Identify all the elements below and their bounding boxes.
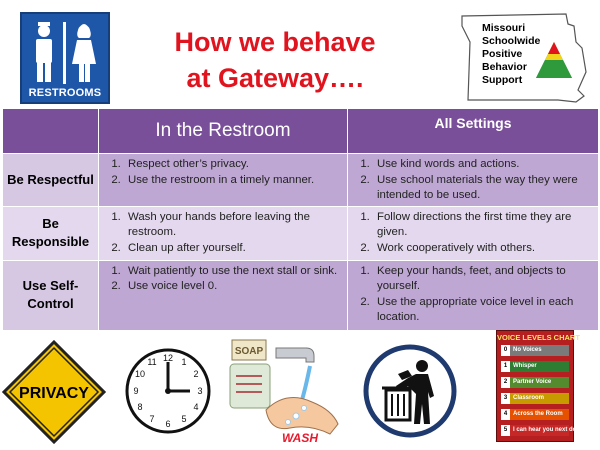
voice-level-row — [501, 377, 569, 388]
soap-label: SOAP — [234, 346, 264, 357]
svg-text:12: 12 — [162, 353, 174, 363]
voice-levels-chart — [496, 330, 583, 442]
svg-text:10: 10 — [134, 369, 146, 379]
restroom-cell — [99, 154, 348, 207]
all-settings-cell — [348, 260, 599, 330]
list-item: 1. Follow directions the first time they are given. — [373, 210, 594, 241]
voice-level-number: 0 — [501, 345, 510, 356]
voice-level-number: 5 — [501, 425, 510, 436]
svg-text:3: 3 — [197, 386, 203, 396]
svg-text:6: 6 — [165, 419, 171, 429]
restroom-sign-label: RESTROOMS — [28, 87, 102, 99]
svg-text:7: 7 — [149, 414, 155, 424]
restroom-cell — [99, 206, 348, 260]
voice-chart-title: VOICE LEVELS CHART — [497, 333, 580, 342]
restroom-sign-image — [20, 12, 110, 104]
logo-line: Positive — [482, 48, 523, 60]
list-item: 1. Respect other’s privacy. — [124, 157, 343, 173]
msbs-logo — [458, 12, 590, 104]
voice-level-text: No Voices — [513, 347, 542, 353]
list-item: 2. Clean up after yourself. — [124, 241, 343, 257]
voice-level-number: 1 — [501, 361, 510, 372]
svg-text:5: 5 — [181, 414, 187, 424]
privacy-sign-image — [2, 340, 106, 444]
matrix-row-responsible — [3, 206, 599, 260]
all-settings-cell — [348, 206, 599, 260]
logo-line: Schoolwide — [482, 35, 541, 47]
voice-level-text: Across the Room — [513, 411, 563, 417]
voice-level-number: 3 — [501, 393, 510, 404]
voice-level-row — [501, 409, 569, 420]
column-header-restroom: In the Restroom — [99, 109, 348, 154]
voice-level-text: Classroom — [513, 395, 545, 401]
list-item: 2. Use voice level 0. — [124, 279, 343, 295]
voice-level-row — [501, 393, 569, 404]
logo-line: Support — [482, 74, 523, 86]
list-item: 2. Use school materials the way they were intended to be used. — [373, 173, 594, 204]
row-label: Be Responsible — [3, 206, 99, 260]
msbs-logo-text — [482, 22, 540, 87]
matrix-row-respectful — [3, 154, 599, 207]
list-item: 1. Keep your hands, feet, and objects to yourself. — [373, 264, 594, 295]
svg-text:4: 4 — [193, 402, 199, 412]
privacy-sign-label: PRIVACY — [19, 385, 89, 402]
voice-level-row — [501, 425, 583, 436]
voice-level-row — [501, 361, 569, 372]
restroom-cell — [99, 260, 348, 330]
list-item: 2. Use the appropriate voice level in each location. — [373, 295, 594, 326]
column-header-all-settings: All Settings — [348, 109, 599, 154]
voice-level-number: 4 — [501, 409, 510, 420]
matrix-corner-cell — [3, 109, 99, 154]
svg-text:8: 8 — [137, 402, 143, 412]
logo-line: Missouri — [482, 22, 526, 34]
list-item: 1. Use kind words and actions. — [373, 157, 594, 173]
svg-text:9: 9 — [133, 386, 139, 396]
voice-level-row — [501, 345, 569, 356]
voice-level-text: Partner Voice — [513, 379, 552, 385]
list-item: 2. Work cooperatively with others. — [373, 241, 594, 257]
all-settings-cell — [348, 154, 599, 207]
voice-level-text: I can hear you next door — [513, 427, 583, 433]
voice-level-number: 2 — [501, 377, 510, 388]
title-line-1: How we behave — [174, 27, 376, 57]
wash-label: WASH — [282, 431, 318, 445]
handwashing-image — [226, 336, 346, 440]
svg-text:2: 2 — [193, 369, 199, 379]
behavior-matrix — [2, 108, 599, 331]
list-item: 1. Wash your hands before leaving the restroom. — [124, 210, 343, 241]
row-label: Be Respectful — [3, 154, 99, 207]
row-label: Use Self-Control — [3, 260, 99, 330]
svg-text:11: 11 — [147, 357, 157, 367]
page-title — [140, 24, 410, 96]
svg-text:1: 1 — [181, 357, 187, 367]
matrix-header-row — [3, 109, 599, 154]
list-item: 2. Use the restroom in a timely manner. — [124, 173, 343, 189]
voice-level-text: Whisper — [513, 363, 537, 369]
trash-disposal-icon — [362, 344, 458, 438]
matrix-row-self-control — [3, 260, 599, 330]
clock-icon — [124, 346, 212, 436]
title-line-2: at Gateway…. — [186, 63, 364, 93]
list-item: 1. Wait patiently to use the next stall or sink. — [124, 264, 343, 280]
logo-line: Behavior — [482, 61, 527, 73]
